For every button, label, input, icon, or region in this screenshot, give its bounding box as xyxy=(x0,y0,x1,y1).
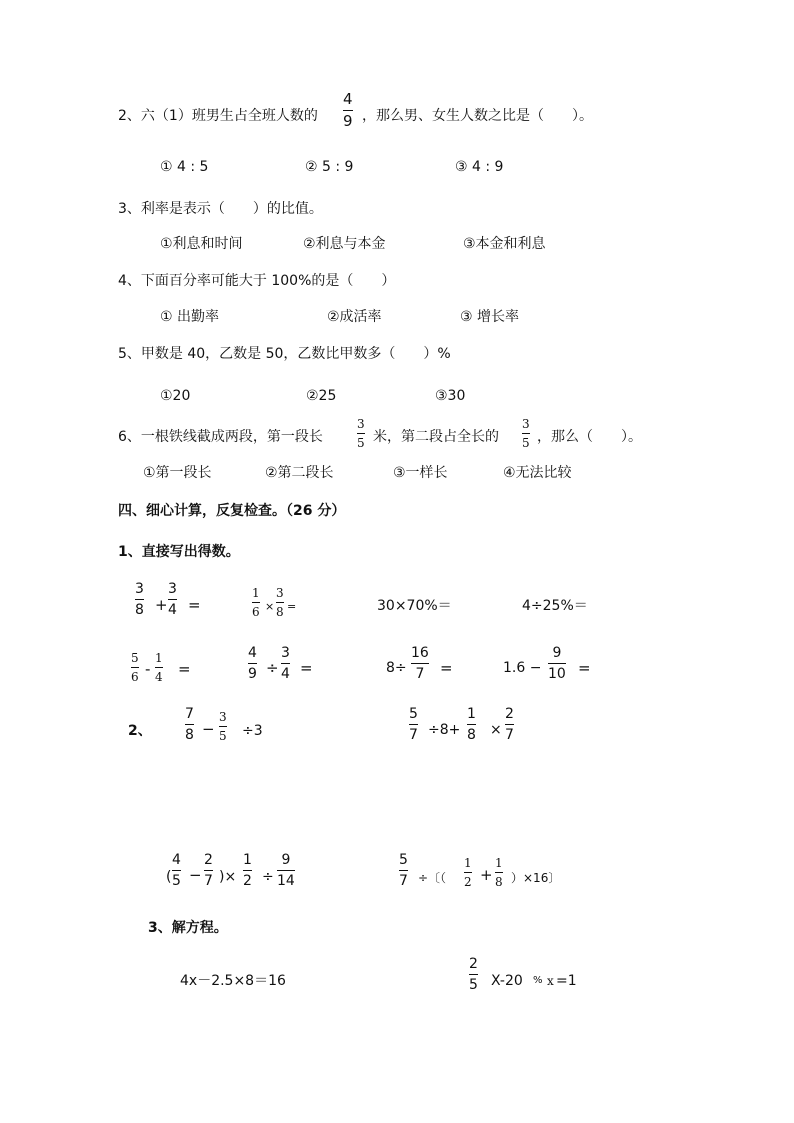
q4-option-2: ②成活率 xyxy=(327,309,382,325)
denominator: 7 xyxy=(409,727,418,743)
m3-fraction-a xyxy=(172,853,181,888)
q2-option-3: ③ 4 : 9 xyxy=(455,159,504,175)
q3-text: 3、利率是表示（ ）的比值。 xyxy=(118,201,323,217)
equation-2-variable: x xyxy=(547,974,554,988)
q6-option-4: ④无法比较 xyxy=(503,465,572,481)
denominator: 6 xyxy=(252,605,260,619)
fraction-bar xyxy=(135,599,144,600)
fraction-bar xyxy=(495,872,503,873)
equation-2-fraction xyxy=(469,957,478,992)
m4-operator-1: ÷〔（ xyxy=(418,871,447,885)
r2e2-equals: = xyxy=(300,659,313,677)
q6-option-1: ①第一段长 xyxy=(143,465,212,481)
m4-fraction-a xyxy=(399,853,408,888)
r2e2-operator: ÷ xyxy=(266,659,279,677)
numerator: 3 xyxy=(168,581,177,597)
r2e4-equals: = xyxy=(578,659,591,677)
q6-option-3: ③一样长 xyxy=(393,465,448,481)
denominator: 8 xyxy=(185,727,194,743)
fraction-bar xyxy=(548,663,566,664)
q5-option-1: ①20 xyxy=(160,388,191,404)
numerator: 1 xyxy=(155,651,163,665)
r1e2-fraction-a xyxy=(252,587,260,618)
m3-fraction-b xyxy=(204,853,213,888)
denominator: 5 xyxy=(357,436,365,450)
q3-option-1: ①利息和时间 xyxy=(160,236,243,252)
section-4-title: 四、细心计算，反复检查。（26 分） xyxy=(118,503,346,519)
r1e4-expression: 4÷25%＝ xyxy=(522,598,588,614)
fraction-bar xyxy=(409,724,418,725)
denominator: 9 xyxy=(248,666,257,682)
denominator: 7 xyxy=(505,727,514,743)
denominator: 5 xyxy=(522,436,530,450)
r2e1-fraction-b xyxy=(155,652,163,683)
numerator: 3 xyxy=(281,645,290,661)
m3-fraction-c xyxy=(243,853,252,888)
r2e3-equals: = xyxy=(440,659,453,677)
denominator: 5 xyxy=(469,977,478,993)
equation-2-part-2: =1 xyxy=(556,973,577,989)
fraction-bar xyxy=(505,724,514,725)
fraction-bar xyxy=(357,433,365,434)
numerator: 3 xyxy=(219,710,227,724)
denominator: 4 xyxy=(168,602,177,618)
equation-2-percent: % xyxy=(533,975,543,986)
r2e1-equals: = xyxy=(178,660,191,678)
fraction-bar xyxy=(243,870,252,871)
q4-option-3: ③ 增长率 xyxy=(460,309,520,325)
denominator: 8 xyxy=(135,602,144,618)
section-4-subtitle-2: 2、 xyxy=(128,723,152,739)
denominator: 14 xyxy=(277,873,295,889)
r1e1-equals: = xyxy=(188,596,201,614)
m1-operator: − xyxy=(202,720,215,738)
equation-2-part-1: X-20 xyxy=(491,973,523,989)
fraction-bar xyxy=(172,870,181,871)
m2-operator-1: ÷8+ xyxy=(428,722,461,738)
m1-fraction-a xyxy=(185,707,194,742)
fraction-bar xyxy=(343,110,353,111)
equation-1: 4x－2.5×8＝16 xyxy=(180,973,286,989)
numerator: 2 xyxy=(204,852,213,868)
numerator: 9 xyxy=(281,852,291,868)
q3-option-2: ②利息与本金 xyxy=(303,236,386,252)
numerator: 5 xyxy=(409,706,418,722)
numerator: 1 xyxy=(495,856,503,870)
section-4-subtitle-3: 3、解方程。 xyxy=(148,920,228,936)
numerator: 5 xyxy=(131,651,139,665)
numerator: 1 xyxy=(252,586,260,600)
numerator: 3 xyxy=(522,417,530,431)
numerator: 1 xyxy=(243,852,252,868)
section-4-subtitle-1: 1、直接写出得数。 xyxy=(118,544,240,560)
q2-text-a: 2、六（1）班男生占全班人数的 xyxy=(118,108,318,124)
fraction-bar xyxy=(155,667,163,668)
fraction-bar xyxy=(399,870,408,871)
numerator: 1 xyxy=(467,706,476,722)
denominator: 7 xyxy=(204,873,213,889)
denominator: 4 xyxy=(281,666,290,682)
fraction-bar xyxy=(248,663,257,664)
m3-operator-1: − xyxy=(189,866,202,884)
q2-option-1: ① 4 : 5 xyxy=(160,159,209,175)
q4-text: 4、下面百分率可能大于 100%的是（ ） xyxy=(118,273,396,289)
denominator: 7 xyxy=(415,666,425,682)
numerator: 7 xyxy=(185,706,194,722)
fraction-bar xyxy=(467,724,476,725)
m2-fraction-c xyxy=(505,707,514,742)
fraction-bar xyxy=(185,724,194,725)
r1e2-operator: × xyxy=(265,600,275,613)
numerator: 2 xyxy=(469,956,478,972)
fraction-bar xyxy=(276,602,284,603)
r2e1-operator: - xyxy=(145,660,151,678)
denominator: 5 xyxy=(219,729,227,743)
m2-operator-2: × xyxy=(490,722,502,738)
fraction-bar xyxy=(469,974,478,975)
fraction-bar xyxy=(464,872,472,873)
denominator: 8 xyxy=(495,875,503,889)
q3-option-3: ③本金和利息 xyxy=(463,236,546,252)
numerator: 2 xyxy=(505,706,514,722)
r2e2-fraction-a xyxy=(248,646,257,681)
q6-text-a: 6、一根铁线截成两段，第一段长 xyxy=(118,429,323,445)
numerator: 5 xyxy=(399,852,408,868)
m2-fraction-a xyxy=(409,707,418,742)
numerator: 4 xyxy=(172,852,181,868)
r2e1-fraction-a xyxy=(131,652,139,683)
r1e2-equals: = xyxy=(287,600,297,613)
r2e3-prefix: 8÷ xyxy=(386,660,407,676)
m4-operator-2: + xyxy=(480,866,493,884)
fraction-bar xyxy=(522,433,530,434)
q6-text-c: ，那么（ ）。 xyxy=(537,429,642,445)
r1e1-fraction-b xyxy=(168,582,177,617)
fraction-bar xyxy=(277,870,295,871)
r2e4-fraction xyxy=(548,646,566,681)
m3-fraction-d xyxy=(277,853,295,888)
fraction-bar xyxy=(281,663,290,664)
denominator: 2 xyxy=(243,873,252,889)
denominator: 7 xyxy=(399,873,408,889)
q6-fraction-2 xyxy=(522,418,530,449)
numerator: 4 xyxy=(248,645,257,661)
m3-operator-2: )× xyxy=(219,869,237,885)
fraction-bar xyxy=(411,663,429,664)
fraction-bar xyxy=(168,599,177,600)
r2e2-fraction-b xyxy=(281,646,290,681)
r1e2-fraction-b xyxy=(276,587,284,618)
fraction-bar xyxy=(131,667,139,668)
denominator: 9 xyxy=(343,112,353,130)
q2-text-b: ，那么男、女生人数之比是（ ）。 xyxy=(362,108,593,124)
numerator: 16 xyxy=(411,645,429,661)
m4-fraction-c xyxy=(495,857,503,888)
q4-option-1: ① 出勤率 xyxy=(160,309,220,325)
r1e1-fraction-a xyxy=(135,582,144,617)
denominator: 8 xyxy=(276,605,284,619)
fraction-bar xyxy=(204,870,213,871)
q5-text: 5、甲数是 40，乙数是 50，乙数比甲数多（ ）% xyxy=(118,346,451,362)
q6-fraction-1 xyxy=(357,418,365,449)
m2-fraction-b xyxy=(467,707,476,742)
m3-operator-3: ÷ xyxy=(262,869,274,885)
q2-option-2: ② 5 : 9 xyxy=(305,159,354,175)
denominator: 2 xyxy=(464,875,472,889)
numerator: 3 xyxy=(276,586,284,600)
numerator: 4 xyxy=(343,90,353,108)
r1e1-operator: + xyxy=(155,596,168,614)
r2e3-fraction xyxy=(411,646,429,681)
m4-fraction-b xyxy=(464,857,472,888)
denominator: 10 xyxy=(548,666,566,682)
m1-fraction-b xyxy=(219,711,227,742)
q5-option-2: ②25 xyxy=(306,388,337,404)
numerator: 3 xyxy=(357,417,365,431)
denominator: 4 xyxy=(155,670,163,684)
fraction-bar xyxy=(219,726,227,727)
numerator: 3 xyxy=(135,581,144,597)
r2e4-prefix: 1.6 − xyxy=(503,660,542,676)
m1-tail: ÷3 xyxy=(242,723,263,739)
q5-option-3: ③30 xyxy=(435,388,466,404)
m4-operator-3: ）×16〕 xyxy=(511,871,561,885)
denominator: 6 xyxy=(131,670,139,684)
fraction-bar xyxy=(252,602,260,603)
numerator: 9 xyxy=(552,645,562,661)
denominator: 8 xyxy=(467,727,476,743)
q6-text-b: 米，第二段占全长的 xyxy=(373,429,499,445)
r1e3-expression: 30×70%＝ xyxy=(377,598,452,614)
q6-option-2: ②第二段长 xyxy=(265,465,334,481)
numerator: 1 xyxy=(464,856,472,870)
q2-fraction xyxy=(343,92,353,129)
m3-left-paren: ( xyxy=(166,869,172,885)
denominator: 5 xyxy=(172,873,181,889)
